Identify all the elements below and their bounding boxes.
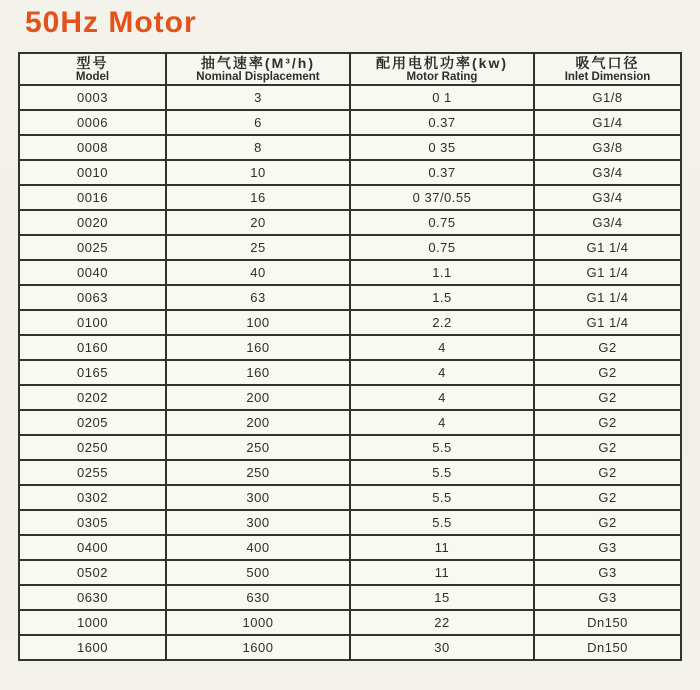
cell-model: 0630 bbox=[19, 585, 166, 610]
table-row bbox=[19, 185, 681, 210]
cell-motor-rating: 0.75 bbox=[350, 235, 534, 260]
table-header-row bbox=[19, 53, 681, 85]
cell-inlet-dimension: G3 bbox=[534, 560, 681, 585]
cell-inlet-dimension: G3 bbox=[534, 535, 681, 560]
cell-inlet-dimension: G2 bbox=[534, 485, 681, 510]
cell-inlet-dimension: G2 bbox=[534, 510, 681, 535]
cell-motor-rating: 4 bbox=[350, 360, 534, 385]
cell-model: 0202 bbox=[19, 385, 166, 410]
table-row bbox=[19, 110, 681, 135]
cell-displacement: 250 bbox=[166, 460, 350, 485]
cell-model: 0502 bbox=[19, 560, 166, 585]
table-row bbox=[19, 610, 681, 635]
table-row bbox=[19, 560, 681, 585]
table-row bbox=[19, 160, 681, 185]
cell-model: 0003 bbox=[19, 85, 166, 110]
column-header-model-zh: 型号 bbox=[76, 54, 109, 71]
cell-model: 0020 bbox=[19, 210, 166, 235]
cell-inlet-dimension: G1/4 bbox=[534, 110, 681, 135]
cell-displacement: 25 bbox=[166, 235, 350, 260]
cell-motor-rating: 5.5 bbox=[350, 460, 534, 485]
cell-displacement: 40 bbox=[166, 260, 350, 285]
column-header-displacement-zh: 抽气速率(M³/h) bbox=[200, 54, 316, 71]
cell-displacement: 200 bbox=[166, 410, 350, 435]
cell-model: 0400 bbox=[19, 535, 166, 560]
cell-model: 0010 bbox=[19, 160, 166, 185]
cell-inlet-dimension: G3/4 bbox=[534, 210, 681, 235]
table-row bbox=[19, 360, 681, 385]
column-header-displacement-en: Nominal Displacement bbox=[196, 70, 320, 83]
cell-model: 0040 bbox=[19, 260, 166, 285]
cell-model: 0016 bbox=[19, 185, 166, 210]
cell-displacement: 300 bbox=[166, 485, 350, 510]
cell-motor-rating: 11 bbox=[350, 535, 534, 560]
cell-displacement: 6 bbox=[166, 110, 350, 135]
cell-model: 0006 bbox=[19, 110, 166, 135]
table-row bbox=[19, 285, 681, 310]
cell-displacement: 300 bbox=[166, 510, 350, 535]
cell-inlet-dimension: G3/4 bbox=[534, 185, 681, 210]
table-row bbox=[19, 135, 681, 160]
table-row bbox=[19, 410, 681, 435]
cell-displacement: 630 bbox=[166, 585, 350, 610]
table-row bbox=[19, 585, 681, 610]
column-header-model-en: Model bbox=[75, 70, 110, 83]
cell-model: 0302 bbox=[19, 485, 166, 510]
table-row bbox=[19, 635, 681, 660]
cell-inlet-dimension: G1 1/4 bbox=[534, 285, 681, 310]
cell-model: 0205 bbox=[19, 410, 166, 435]
motor-spec-table bbox=[18, 52, 682, 661]
cell-inlet-dimension: Dn150 bbox=[534, 635, 681, 660]
column-header-model bbox=[19, 53, 166, 85]
cell-motor-rating: 0.37 bbox=[350, 110, 534, 135]
cell-motor-rating: 0 37/0.55 bbox=[350, 185, 534, 210]
cell-inlet-dimension: G1 1/4 bbox=[534, 310, 681, 335]
column-header-motor-rating-zh: 配用电机功率(kw) bbox=[376, 54, 508, 71]
column-header-inlet-dimension-en: Inlet Dimension bbox=[564, 70, 651, 83]
cell-displacement: 3 bbox=[166, 85, 350, 110]
cell-inlet-dimension: G2 bbox=[534, 385, 681, 410]
table-row bbox=[19, 535, 681, 560]
cell-inlet-dimension: G3/8 bbox=[534, 135, 681, 160]
column-header-inlet-dimension bbox=[534, 53, 681, 85]
cell-displacement: 160 bbox=[166, 335, 350, 360]
table-row bbox=[19, 210, 681, 235]
cell-displacement: 16 bbox=[166, 185, 350, 210]
cell-inlet-dimension: G2 bbox=[534, 360, 681, 385]
cell-motor-rating: 4 bbox=[350, 335, 534, 360]
table-row bbox=[19, 235, 681, 260]
cell-displacement: 100 bbox=[166, 310, 350, 335]
table-row bbox=[19, 385, 681, 410]
cell-motor-rating: 2.2 bbox=[350, 310, 534, 335]
column-header-motor-rating-en: Motor Rating bbox=[406, 70, 478, 83]
cell-model: 0008 bbox=[19, 135, 166, 160]
cell-motor-rating: 4 bbox=[350, 385, 534, 410]
cell-inlet-dimension: G2 bbox=[534, 460, 681, 485]
table-row bbox=[19, 310, 681, 335]
cell-motor-rating: 15 bbox=[350, 585, 534, 610]
cell-model: 0063 bbox=[19, 285, 166, 310]
cell-model: 1000 bbox=[19, 610, 166, 635]
cell-motor-rating: 22 bbox=[350, 610, 534, 635]
cell-displacement: 20 bbox=[166, 210, 350, 235]
cell-motor-rating: 1.1 bbox=[350, 260, 534, 285]
column-header-motor-rating bbox=[350, 53, 534, 85]
cell-motor-rating: 5.5 bbox=[350, 435, 534, 460]
cell-displacement: 1000 bbox=[166, 610, 350, 635]
cell-inlet-dimension: G2 bbox=[534, 435, 681, 460]
cell-motor-rating: 4 bbox=[350, 410, 534, 435]
cell-displacement: 1600 bbox=[166, 635, 350, 660]
cell-inlet-dimension: G2 bbox=[534, 410, 681, 435]
cell-motor-rating: 11 bbox=[350, 560, 534, 585]
cell-model: 0250 bbox=[19, 435, 166, 460]
cell-displacement: 63 bbox=[166, 285, 350, 310]
table-row bbox=[19, 335, 681, 360]
cell-model: 0305 bbox=[19, 510, 166, 535]
cell-model: 0160 bbox=[19, 335, 166, 360]
table-row bbox=[19, 435, 681, 460]
cell-model: 1600 bbox=[19, 635, 166, 660]
cell-model: 0255 bbox=[19, 460, 166, 485]
column-header-displacement bbox=[166, 53, 350, 85]
cell-displacement: 160 bbox=[166, 360, 350, 385]
cell-displacement: 400 bbox=[166, 535, 350, 560]
cell-motor-rating: 0.75 bbox=[350, 210, 534, 235]
cell-displacement: 200 bbox=[166, 385, 350, 410]
table-row bbox=[19, 510, 681, 535]
cell-model: 0025 bbox=[19, 235, 166, 260]
cell-displacement: 8 bbox=[166, 135, 350, 160]
page-title: 50Hz Motor bbox=[25, 6, 197, 39]
cell-inlet-dimension: G2 bbox=[534, 335, 681, 360]
table-row bbox=[19, 260, 681, 285]
cell-inlet-dimension: G1/8 bbox=[534, 85, 681, 110]
cell-inlet-dimension: G3/4 bbox=[534, 160, 681, 185]
cell-model: 0165 bbox=[19, 360, 166, 385]
cell-motor-rating: 0.37 bbox=[350, 160, 534, 185]
cell-displacement: 250 bbox=[166, 435, 350, 460]
table-row bbox=[19, 85, 681, 110]
cell-motor-rating: 0 1 bbox=[350, 85, 534, 110]
cell-motor-rating: 5.5 bbox=[350, 485, 534, 510]
table-row bbox=[19, 460, 681, 485]
table-row bbox=[19, 485, 681, 510]
cell-displacement: 500 bbox=[166, 560, 350, 585]
column-header-inlet-dimension-zh: 吸气口径 bbox=[575, 54, 640, 71]
cell-model: 0100 bbox=[19, 310, 166, 335]
cell-motor-rating: 5.5 bbox=[350, 510, 534, 535]
cell-motor-rating: 0 35 bbox=[350, 135, 534, 160]
cell-inlet-dimension: Dn150 bbox=[534, 610, 681, 635]
cell-inlet-dimension: G3 bbox=[534, 585, 681, 610]
cell-displacement: 10 bbox=[166, 160, 350, 185]
cell-inlet-dimension: G1 1/4 bbox=[534, 260, 681, 285]
cell-inlet-dimension: G1 1/4 bbox=[534, 235, 681, 260]
cell-motor-rating: 30 bbox=[350, 635, 534, 660]
cell-motor-rating: 1.5 bbox=[350, 285, 534, 310]
